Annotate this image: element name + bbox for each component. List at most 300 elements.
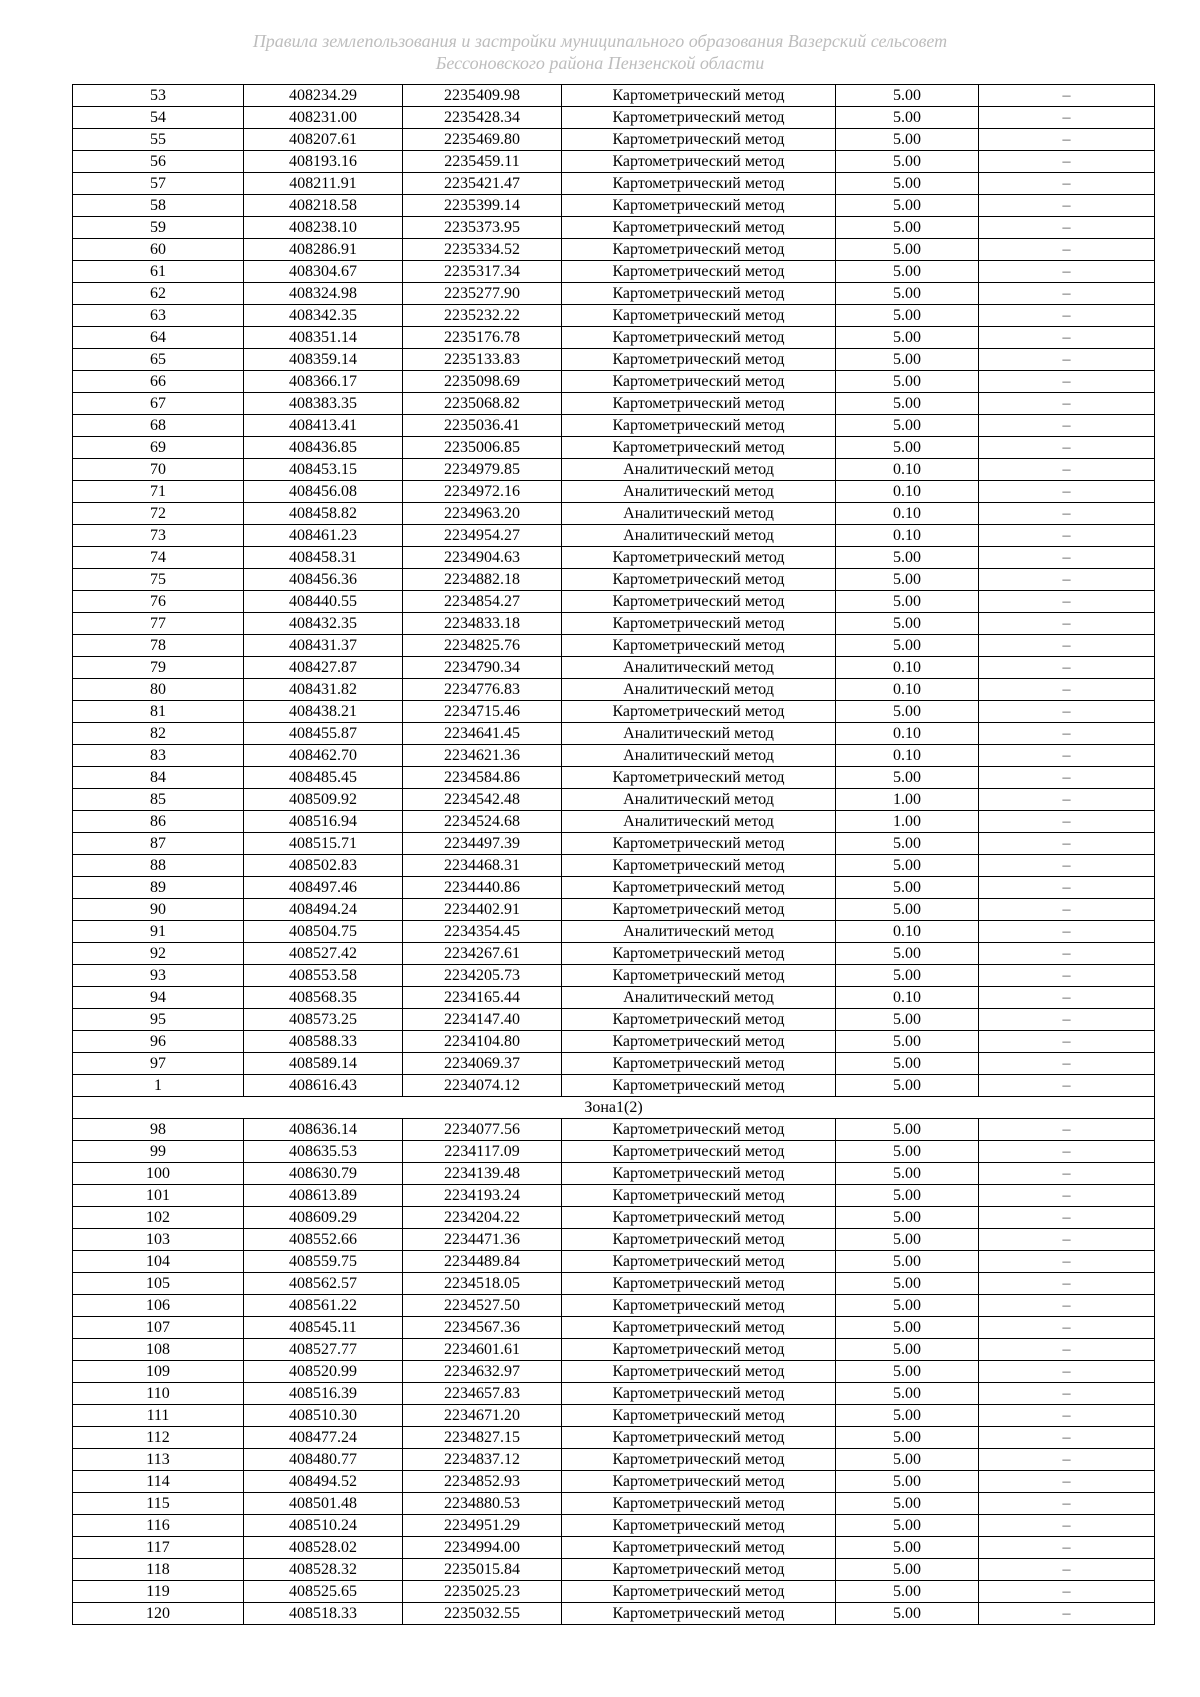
table-row: [73, 107, 1155, 129]
point-number-cell: 53: [73, 85, 244, 107]
note-cell: –: [979, 1405, 1155, 1427]
note-cell: –: [979, 283, 1155, 305]
table-row: [73, 657, 1155, 679]
x-coordinate-cell: 408573.25: [244, 1009, 403, 1031]
x-coordinate-cell: 408510.30: [244, 1405, 403, 1427]
table-row: [73, 1009, 1155, 1031]
y-coordinate-cell: 2234104.80: [403, 1031, 562, 1053]
accuracy-cell: 5.00: [836, 217, 979, 239]
x-coordinate-cell: 408211.91: [244, 173, 403, 195]
table-row: [73, 1273, 1155, 1295]
accuracy-cell: 5.00: [836, 107, 979, 129]
accuracy-cell: 5.00: [836, 1185, 979, 1207]
point-number-cell: 108: [73, 1339, 244, 1361]
accuracy-cell: 0.10: [836, 481, 979, 503]
point-number-cell: 103: [73, 1229, 244, 1251]
point-number-cell: 99: [73, 1141, 244, 1163]
y-coordinate-cell: 2234880.53: [403, 1493, 562, 1515]
accuracy-cell: 5.00: [836, 1449, 979, 1471]
x-coordinate-cell: 408545.11: [244, 1317, 403, 1339]
point-number-cell: 67: [73, 393, 244, 415]
table-row: [73, 349, 1155, 371]
accuracy-cell: 0.10: [836, 745, 979, 767]
point-number-cell: 106: [73, 1295, 244, 1317]
table-row: [73, 855, 1155, 877]
accuracy-cell: 5.00: [836, 547, 979, 569]
method-cell: Аналитический метод: [562, 679, 836, 701]
y-coordinate-cell: 2235032.55: [403, 1603, 562, 1625]
table-row: [73, 283, 1155, 305]
method-cell: Картометрический метод: [562, 349, 836, 371]
method-cell: Картометрический метод: [562, 415, 836, 437]
point-number-cell: 93: [73, 965, 244, 987]
header-line-2: Бессоновского района Пензенской области: [435, 53, 765, 73]
point-number-cell: 95: [73, 1009, 244, 1031]
method-cell: Картометрический метод: [562, 965, 836, 987]
x-coordinate-cell: 408455.87: [244, 723, 403, 745]
method-cell: Аналитический метод: [562, 503, 836, 525]
accuracy-cell: 5.00: [836, 1251, 979, 1273]
point-number-cell: 85: [73, 789, 244, 811]
note-cell: –: [979, 349, 1155, 371]
accuracy-cell: 5.00: [836, 151, 979, 173]
note-cell: –: [979, 789, 1155, 811]
y-coordinate-cell: 2235428.34: [403, 107, 562, 129]
y-coordinate-cell: 2234951.29: [403, 1515, 562, 1537]
x-coordinate-cell: 408516.39: [244, 1383, 403, 1405]
table-row: [73, 1603, 1155, 1625]
accuracy-cell: 5.00: [836, 1361, 979, 1383]
note-cell: –: [979, 1383, 1155, 1405]
method-cell: Аналитический метод: [562, 481, 836, 503]
method-cell: Картометрический метод: [562, 1383, 836, 1405]
x-coordinate-cell: 408480.77: [244, 1449, 403, 1471]
method-cell: Картометрический метод: [562, 1141, 836, 1163]
y-coordinate-cell: 2234440.86: [403, 877, 562, 899]
table-row: [73, 437, 1155, 459]
note-cell: –: [979, 393, 1155, 415]
method-cell: Картометрический метод: [562, 195, 836, 217]
y-coordinate-cell: 2234205.73: [403, 965, 562, 987]
zone-title: Зона1(2): [73, 1097, 1155, 1119]
method-cell: Картометрический метод: [562, 151, 836, 173]
x-coordinate-cell: 408383.35: [244, 393, 403, 415]
note-cell: –: [979, 613, 1155, 635]
table-row: [73, 1515, 1155, 1537]
note-cell: –: [979, 569, 1155, 591]
method-cell: Картометрический метод: [562, 261, 836, 283]
y-coordinate-cell: 2234497.39: [403, 833, 562, 855]
point-number-cell: 83: [73, 745, 244, 767]
method-cell: Картометрический метод: [562, 217, 836, 239]
method-cell: Картометрический метод: [562, 1053, 836, 1075]
method-cell: Картометрический метод: [562, 569, 836, 591]
table-row: [73, 195, 1155, 217]
accuracy-cell: 5.00: [836, 855, 979, 877]
y-coordinate-cell: 2234882.18: [403, 569, 562, 591]
y-coordinate-cell: 2234827.15: [403, 1427, 562, 1449]
x-coordinate-cell: 408231.00: [244, 107, 403, 129]
y-coordinate-cell: 2234854.27: [403, 591, 562, 613]
method-cell: Картометрический метод: [562, 85, 836, 107]
method-cell: Картометрический метод: [562, 1493, 836, 1515]
method-cell: Картометрический метод: [562, 1317, 836, 1339]
table-row: [73, 745, 1155, 767]
point-number-cell: 81: [73, 701, 244, 723]
y-coordinate-cell: 2234837.12: [403, 1449, 562, 1471]
y-coordinate-cell: 2235459.11: [403, 151, 562, 173]
note-cell: –: [979, 1075, 1155, 1097]
note-cell: –: [979, 525, 1155, 547]
x-coordinate-cell: 408525.65: [244, 1581, 403, 1603]
x-coordinate-cell: 408515.71: [244, 833, 403, 855]
y-coordinate-cell: 2234979.85: [403, 459, 562, 481]
accuracy-cell: 0.10: [836, 679, 979, 701]
table-row: [73, 239, 1155, 261]
table-row: [73, 1581, 1155, 1603]
x-coordinate-cell: 408438.21: [244, 701, 403, 723]
point-number-cell: 65: [73, 349, 244, 371]
point-number-cell: 114: [73, 1471, 244, 1493]
y-coordinate-cell: 2235133.83: [403, 349, 562, 371]
table-row: [73, 217, 1155, 239]
y-coordinate-cell: 2234657.83: [403, 1383, 562, 1405]
method-cell: Картометрический метод: [562, 1273, 836, 1295]
method-cell: Картометрический метод: [562, 1163, 836, 1185]
table-row: [73, 1449, 1155, 1471]
accuracy-cell: 0.10: [836, 459, 979, 481]
method-cell: Аналитический метод: [562, 789, 836, 811]
point-number-cell: 69: [73, 437, 244, 459]
note-cell: –: [979, 107, 1155, 129]
note-cell: –: [979, 1581, 1155, 1603]
accuracy-cell: 5.00: [836, 1141, 979, 1163]
accuracy-cell: 5.00: [836, 1295, 979, 1317]
x-coordinate-cell: 408366.17: [244, 371, 403, 393]
y-coordinate-cell: 2235232.22: [403, 305, 562, 327]
point-number-cell: 97: [73, 1053, 244, 1075]
point-number-cell: 75: [73, 569, 244, 591]
point-number-cell: 119: [73, 1581, 244, 1603]
note-cell: –: [979, 1229, 1155, 1251]
table-row: [73, 151, 1155, 173]
point-number-cell: 77: [73, 613, 244, 635]
accuracy-cell: 5.00: [836, 1009, 979, 1031]
point-number-cell: 78: [73, 635, 244, 657]
accuracy-cell: 5.00: [836, 1559, 979, 1581]
table-row: [73, 1427, 1155, 1449]
x-coordinate-cell: 408453.15: [244, 459, 403, 481]
y-coordinate-cell: 2235399.14: [403, 195, 562, 217]
note-cell: –: [979, 1031, 1155, 1053]
x-coordinate-cell: 408636.14: [244, 1119, 403, 1141]
method-cell: Картометрический метод: [562, 1361, 836, 1383]
point-number-cell: 112: [73, 1427, 244, 1449]
method-cell: Картометрический метод: [562, 1229, 836, 1251]
table-row: [73, 921, 1155, 943]
note-cell: –: [979, 305, 1155, 327]
method-cell: Аналитический метод: [562, 987, 836, 1009]
x-coordinate-cell: 408456.08: [244, 481, 403, 503]
y-coordinate-cell: 2235409.98: [403, 85, 562, 107]
x-coordinate-cell: 408431.37: [244, 635, 403, 657]
y-coordinate-cell: 2234077.56: [403, 1119, 562, 1141]
table-row: [73, 327, 1155, 349]
method-cell: Картометрический метод: [562, 613, 836, 635]
x-coordinate-cell: 408609.29: [244, 1207, 403, 1229]
y-coordinate-cell: 2235006.85: [403, 437, 562, 459]
note-cell: –: [979, 85, 1155, 107]
note-cell: –: [979, 679, 1155, 701]
point-number-cell: 82: [73, 723, 244, 745]
accuracy-cell: 5.00: [836, 85, 979, 107]
y-coordinate-cell: 2234833.18: [403, 613, 562, 635]
x-coordinate-cell: 408562.57: [244, 1273, 403, 1295]
method-cell: Картометрический метод: [562, 943, 836, 965]
point-number-cell: 101: [73, 1185, 244, 1207]
table-row: [73, 1119, 1155, 1141]
method-cell: Картометрический метод: [562, 1251, 836, 1273]
accuracy-cell: 5.00: [836, 833, 979, 855]
method-cell: Картометрический метод: [562, 833, 836, 855]
note-cell: –: [979, 1559, 1155, 1581]
table-row: [73, 987, 1155, 1009]
accuracy-cell: 1.00: [836, 811, 979, 833]
x-coordinate-cell: 408528.02: [244, 1537, 403, 1559]
x-coordinate-cell: 408616.43: [244, 1075, 403, 1097]
y-coordinate-cell: 2234671.20: [403, 1405, 562, 1427]
y-coordinate-cell: 2235469.80: [403, 129, 562, 151]
y-coordinate-cell: 2234527.50: [403, 1295, 562, 1317]
note-cell: –: [979, 1053, 1155, 1075]
table-row: [73, 1339, 1155, 1361]
method-cell: Картометрический метод: [562, 899, 836, 921]
method-cell: Аналитический метод: [562, 811, 836, 833]
point-number-cell: 118: [73, 1559, 244, 1581]
point-number-cell: 117: [73, 1537, 244, 1559]
note-cell: –: [979, 371, 1155, 393]
y-coordinate-cell: 2234147.40: [403, 1009, 562, 1031]
note-cell: –: [979, 1141, 1155, 1163]
method-cell: Картометрический метод: [562, 1515, 836, 1537]
method-cell: Аналитический метод: [562, 745, 836, 767]
method-cell: Картометрический метод: [562, 591, 836, 613]
note-cell: –: [979, 1493, 1155, 1515]
point-number-cell: 109: [73, 1361, 244, 1383]
y-coordinate-cell: 2234267.61: [403, 943, 562, 965]
point-number-cell: 100: [73, 1163, 244, 1185]
method-cell: Картометрический метод: [562, 1603, 836, 1625]
accuracy-cell: 5.00: [836, 1207, 979, 1229]
table-row: [73, 547, 1155, 569]
note-cell: –: [979, 547, 1155, 569]
accuracy-cell: 5.00: [836, 349, 979, 371]
point-number-cell: 71: [73, 481, 244, 503]
note-cell: –: [979, 921, 1155, 943]
point-number-cell: 76: [73, 591, 244, 613]
accuracy-cell: 5.00: [836, 305, 979, 327]
point-number-cell: 87: [73, 833, 244, 855]
x-coordinate-cell: 408588.33: [244, 1031, 403, 1053]
method-cell: Картометрический метод: [562, 107, 836, 129]
method-cell: Картометрический метод: [562, 1427, 836, 1449]
table-row: [73, 723, 1155, 745]
point-number-cell: 1: [73, 1075, 244, 1097]
note-cell: –: [979, 1537, 1155, 1559]
accuracy-cell: 5.00: [836, 1229, 979, 1251]
accuracy-cell: 5.00: [836, 1581, 979, 1603]
note-cell: –: [979, 965, 1155, 987]
method-cell: Картометрический метод: [562, 1471, 836, 1493]
method-cell: Картометрический метод: [562, 1031, 836, 1053]
point-number-cell: 62: [73, 283, 244, 305]
y-coordinate-cell: 2234621.36: [403, 745, 562, 767]
point-number-cell: 116: [73, 1515, 244, 1537]
table-row: [73, 1251, 1155, 1273]
point-number-cell: 54: [73, 107, 244, 129]
coordinates-table: [72, 84, 1155, 1625]
method-cell: Картометрический метод: [562, 129, 836, 151]
y-coordinate-cell: 2235334.52: [403, 239, 562, 261]
table-row: [73, 1317, 1155, 1339]
note-cell: –: [979, 1185, 1155, 1207]
accuracy-cell: 5.00: [836, 569, 979, 591]
x-coordinate-cell: 408456.36: [244, 569, 403, 591]
x-coordinate-cell: 408304.67: [244, 261, 403, 283]
table-row: [73, 85, 1155, 107]
method-cell: Картометрический метод: [562, 393, 836, 415]
accuracy-cell: 5.00: [836, 1493, 979, 1515]
x-coordinate-cell: 408553.58: [244, 965, 403, 987]
point-number-cell: 58: [73, 195, 244, 217]
y-coordinate-cell: 2235373.95: [403, 217, 562, 239]
accuracy-cell: 5.00: [836, 701, 979, 723]
table-row: [73, 767, 1155, 789]
method-cell: Картометрический метод: [562, 1185, 836, 1207]
y-coordinate-cell: 2235098.69: [403, 371, 562, 393]
note-cell: –: [979, 723, 1155, 745]
accuracy-cell: 5.00: [836, 415, 979, 437]
method-cell: Картометрический метод: [562, 173, 836, 195]
accuracy-cell: 5.00: [836, 591, 979, 613]
y-coordinate-cell: 2234567.36: [403, 1317, 562, 1339]
point-number-cell: 91: [73, 921, 244, 943]
point-number-cell: 70: [73, 459, 244, 481]
point-number-cell: 59: [73, 217, 244, 239]
method-cell: Картометрический метод: [562, 877, 836, 899]
x-coordinate-cell: 408436.85: [244, 437, 403, 459]
table-row: [73, 459, 1155, 481]
table-row: [73, 1053, 1155, 1075]
x-coordinate-cell: 408207.61: [244, 129, 403, 151]
point-number-cell: 104: [73, 1251, 244, 1273]
x-coordinate-cell: 408234.29: [244, 85, 403, 107]
accuracy-cell: 5.00: [836, 877, 979, 899]
x-coordinate-cell: 408431.82: [244, 679, 403, 701]
y-coordinate-cell: 2235176.78: [403, 327, 562, 349]
table-row: [73, 261, 1155, 283]
y-coordinate-cell: 2234972.16: [403, 481, 562, 503]
method-cell: Картометрический метод: [562, 1339, 836, 1361]
method-cell: Картометрический метод: [562, 1559, 836, 1581]
point-number-cell: 80: [73, 679, 244, 701]
point-number-cell: 105: [73, 1273, 244, 1295]
x-coordinate-cell: 408458.31: [244, 547, 403, 569]
note-cell: –: [979, 635, 1155, 657]
accuracy-cell: 5.00: [836, 1427, 979, 1449]
table-row: [73, 591, 1155, 613]
note-cell: –: [979, 1361, 1155, 1383]
note-cell: –: [979, 261, 1155, 283]
table-row: [73, 1295, 1155, 1317]
table-row: [73, 173, 1155, 195]
coordinates-table-body: [73, 85, 1155, 1625]
y-coordinate-cell: 2234790.34: [403, 657, 562, 679]
x-coordinate-cell: 408504.75: [244, 921, 403, 943]
table-row: [73, 789, 1155, 811]
note-cell: –: [979, 657, 1155, 679]
point-number-cell: 55: [73, 129, 244, 151]
note-cell: –: [979, 1317, 1155, 1339]
table-row: [73, 503, 1155, 525]
point-number-cell: 72: [73, 503, 244, 525]
x-coordinate-cell: 408427.87: [244, 657, 403, 679]
accuracy-cell: 5.00: [836, 943, 979, 965]
point-number-cell: 113: [73, 1449, 244, 1471]
x-coordinate-cell: 408458.82: [244, 503, 403, 525]
accuracy-cell: 5.00: [836, 635, 979, 657]
accuracy-cell: 5.00: [836, 173, 979, 195]
accuracy-cell: 5.00: [836, 1053, 979, 1075]
y-coordinate-cell: 2234518.05: [403, 1273, 562, 1295]
y-coordinate-cell: 2235068.82: [403, 393, 562, 415]
accuracy-cell: 5.00: [836, 327, 979, 349]
y-coordinate-cell: 2234601.61: [403, 1339, 562, 1361]
point-number-cell: 98: [73, 1119, 244, 1141]
note-cell: –: [979, 987, 1155, 1009]
x-coordinate-cell: 408518.33: [244, 1603, 403, 1625]
note-cell: –: [979, 1471, 1155, 1493]
accuracy-cell: 0.10: [836, 921, 979, 943]
note-cell: –: [979, 481, 1155, 503]
accuracy-cell: 5.00: [836, 1515, 979, 1537]
method-cell: Картометрический метод: [562, 371, 836, 393]
table-row: [73, 833, 1155, 855]
x-coordinate-cell: 408494.24: [244, 899, 403, 921]
note-cell: –: [979, 1119, 1155, 1141]
y-coordinate-cell: 2234402.91: [403, 899, 562, 921]
y-coordinate-cell: 2234963.20: [403, 503, 562, 525]
table-row: [73, 1163, 1155, 1185]
point-number-cell: 90: [73, 899, 244, 921]
table-row: [73, 481, 1155, 503]
y-coordinate-cell: 2234074.12: [403, 1075, 562, 1097]
x-coordinate-cell: 408528.32: [244, 1559, 403, 1581]
y-coordinate-cell: 2234193.24: [403, 1185, 562, 1207]
table-row: [73, 877, 1155, 899]
point-number-cell: 96: [73, 1031, 244, 1053]
note-cell: –: [979, 239, 1155, 261]
table-row: [73, 1383, 1155, 1405]
table-row: [73, 1537, 1155, 1559]
accuracy-cell: 5.00: [836, 613, 979, 635]
accuracy-cell: 5.00: [836, 195, 979, 217]
note-cell: –: [979, 767, 1155, 789]
point-number-cell: 61: [73, 261, 244, 283]
method-cell: Аналитический метод: [562, 525, 836, 547]
table-row: [73, 635, 1155, 657]
table-row: [73, 393, 1155, 415]
